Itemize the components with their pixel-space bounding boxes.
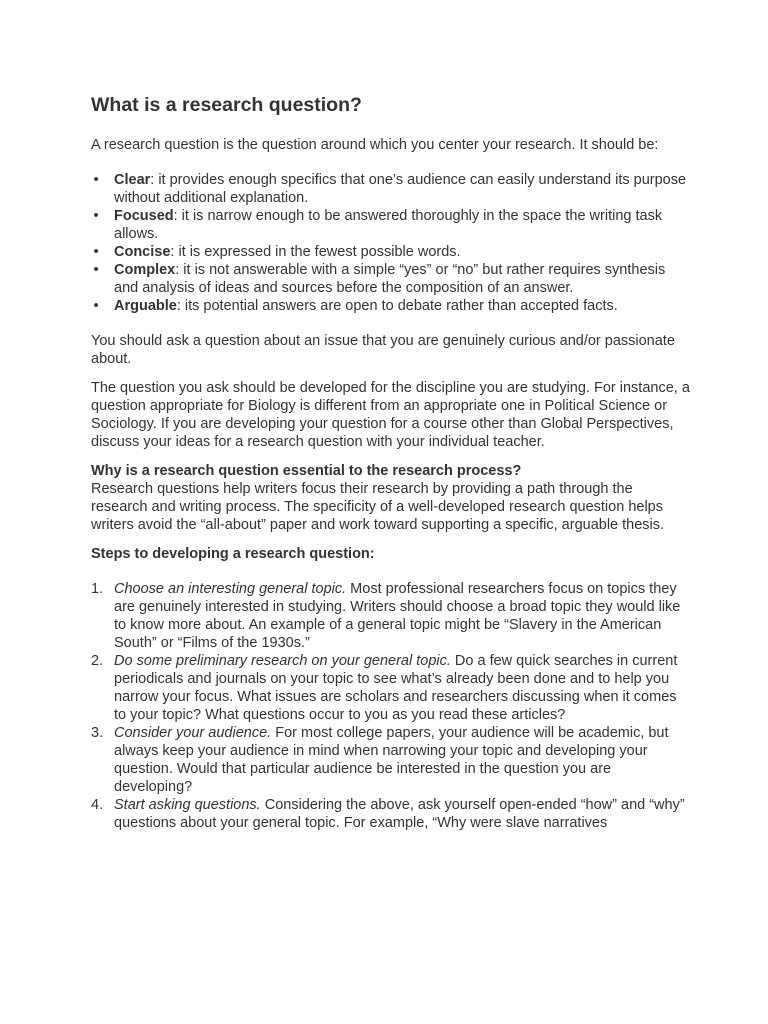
step-lead: Do some preliminary research on your general topic. xyxy=(114,653,451,669)
intro-paragraph: A research question is the question around which you center your research. It should be: xyxy=(91,137,659,153)
criteria-term: Complex xyxy=(114,262,176,278)
why-text: Research questions help writers focus their research by providing a path through the research and writing process. The specificity of a well-developed research question helps writers avoid the “all-about” paper and work toward supporting a specific, arguable thesis. xyxy=(91,481,665,533)
step-lead: Choose an interesting general topic. xyxy=(114,581,347,597)
step-lead: Consider your audience. xyxy=(114,725,272,741)
criteria-text: : it provides enough specifics that one’s audience can easily understand its purpose without additional explanation. xyxy=(114,172,687,206)
step-number: 2. xyxy=(91,653,104,669)
criteria-term: Focused xyxy=(114,208,174,224)
steps-heading: Steps to developing a research question: xyxy=(91,546,375,562)
step-item-1 xyxy=(91,580,691,652)
criteria-text: : it is expressed in the fewest possible words. xyxy=(170,244,461,260)
criteria-term: Clear xyxy=(114,172,151,188)
step-item-4 xyxy=(91,796,691,832)
bullet-icon: • xyxy=(93,172,99,188)
why-section xyxy=(91,462,691,534)
bullet-icon: • xyxy=(93,244,99,260)
criteria-item-clear xyxy=(93,171,691,207)
step-text: For most college papers, your audience will be academic, but always keep your audience in mind when narrowing your topic and developing your question. Would that particular audience be interested in the question you are developing? xyxy=(114,725,669,795)
criteria-item-concise xyxy=(93,243,691,261)
bullet-icon: • xyxy=(93,298,99,314)
document-page xyxy=(91,92,691,832)
criteria-term: Arguable xyxy=(114,298,177,314)
step-number: 3. xyxy=(91,725,104,741)
page-title: What is a research question? xyxy=(91,94,362,116)
step-text: Do a few quick searches in current periodicals and journals on your topic to see what’s already been done and to help you narrow your focus. What issues are scholars and researchers discussing when it comes to your topic? What questions occur to you as you read these articles? xyxy=(114,653,678,723)
why-heading: Why is a research question essential to the research process? xyxy=(91,463,522,479)
step-item-3 xyxy=(91,724,691,796)
step-number: 4. xyxy=(91,797,104,813)
criteria-term: Concise xyxy=(114,244,171,260)
step-text: Most professional researchers focus on topics they are genuinely interested in studying. Writers should choose a broad topic they would like to know more about. An example of a general topic might be “Slavery in the American South” or “Films of the 1930s.” xyxy=(114,581,681,651)
criteria-list xyxy=(91,171,691,315)
criteria-text: : its potential answers are open to debate rather than accepted facts. xyxy=(176,298,618,314)
criteria-text: : it is narrow enough to be answered thoroughly in the space the writing task allows. xyxy=(114,208,663,242)
criteria-text: : it is not answerable with a simple “yes” or “no” but rather requires synthesis and analysis of ideas and sources before the composition of an answer. xyxy=(114,262,666,296)
step-item-2 xyxy=(91,652,691,724)
criteria-item-complex xyxy=(93,261,691,297)
step-text: Considering the above, ask yourself open-ended “how” and “why” questions about your general topic. For example, “Why were slave narratives xyxy=(114,797,685,831)
criteria-item-focused xyxy=(93,207,691,243)
bullet-icon: • xyxy=(93,262,99,278)
step-number: 1. xyxy=(91,581,104,597)
criteria-item-arguable xyxy=(93,297,691,315)
discipline-paragraph: The question you ask should be developed for the discipline you are studying. For instance, a question appropriate for Biology is different from an appropriate one in Political Science or Sociology. If you are developing your question for a course other than Global Perspectives, discuss your ideas for a research question with your individual teacher. xyxy=(91,380,690,450)
curious-paragraph: You should ask a question about an issue that you are genuinely curious and/or passionate about. xyxy=(91,333,675,367)
steps-list xyxy=(91,580,691,832)
bullet-icon: • xyxy=(93,208,99,224)
step-lead: Start asking questions. xyxy=(114,797,261,813)
